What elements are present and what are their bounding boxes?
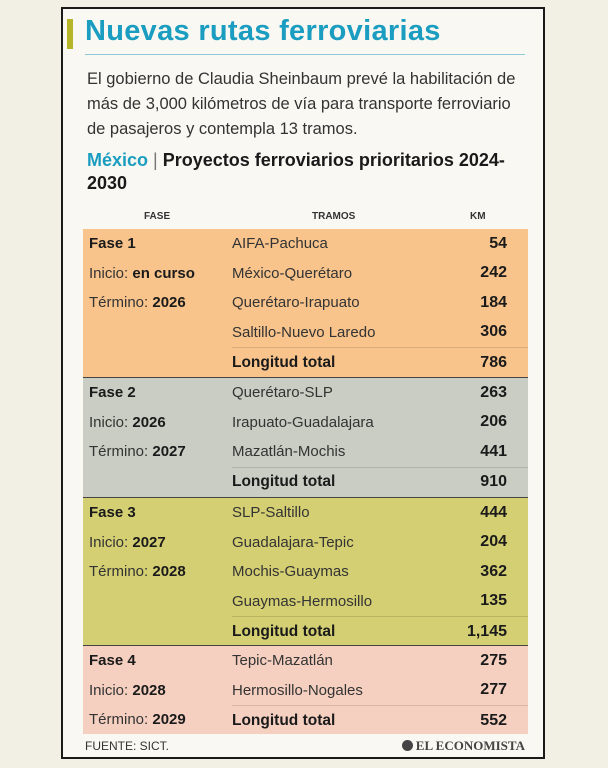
- page-title: Nuevas rutas ferroviarias: [85, 15, 441, 47]
- phase-info: [89, 229, 195, 318]
- phase-block-3: [83, 497, 528, 646]
- column-header-tramos: TRAMOS: [312, 211, 356, 222]
- phase-info: [89, 646, 186, 735]
- tramo-name: Guadalajara-Tepic: [232, 533, 354, 551]
- tramo-km: 277: [480, 681, 507, 699]
- tramo-name: AIFA-Pachuca: [232, 235, 328, 253]
- tramo-km: 275: [480, 651, 507, 669]
- brand-logo: [402, 738, 525, 754]
- column-header-km: KM: [470, 211, 486, 222]
- title-divider: [85, 54, 525, 55]
- start-label: Inicio:: [89, 533, 129, 551]
- tramo-name: Tepic-Mazatlán: [232, 652, 333, 670]
- start-label: Inicio:: [89, 413, 129, 431]
- tramo-name: Mochis-Guaymas: [232, 563, 349, 581]
- table-title: [87, 149, 527, 195]
- total-row: [232, 616, 528, 647]
- tramo-km: 135: [480, 592, 507, 610]
- phase-rows: [232, 498, 528, 647]
- start-value: 2028: [132, 681, 166, 699]
- total-km: 786: [480, 353, 507, 371]
- start-value: 2026: [132, 413, 166, 431]
- phase-info: [89, 378, 186, 467]
- table-row: [232, 378, 528, 408]
- phase-name: Fase 4: [89, 652, 136, 669]
- table-row: [232, 318, 528, 348]
- tramo-name: Mazatlán-Mochis: [232, 443, 346, 461]
- total-row: [232, 347, 528, 378]
- infographic-card: [61, 7, 545, 759]
- phase-start: [89, 408, 186, 438]
- table-row: [232, 587, 528, 617]
- start-label: Inicio:: [89, 681, 129, 699]
- table-row: [232, 528, 528, 558]
- table-row: [232, 288, 528, 318]
- tramo-name: Querétaro-Irapuato: [232, 294, 360, 312]
- total-label: Longitud total: [232, 711, 336, 729]
- total-row: [232, 705, 528, 736]
- phase-rows: [232, 229, 528, 378]
- phase-start: [89, 528, 186, 558]
- phase-end: [89, 437, 186, 467]
- total-km: 910: [480, 473, 507, 491]
- title-accent-bar: [67, 19, 73, 49]
- phase-name: Fase 3: [89, 504, 136, 521]
- table-title-text: Proyectos ferroviarios prioritarios 2024-2030: [87, 150, 505, 193]
- tramo-name: Querétaro-SLP: [232, 384, 333, 402]
- end-label: Término:: [89, 711, 149, 728]
- table-title-country: México: [87, 150, 149, 170]
- phase-block-2: [83, 377, 528, 498]
- tramo-km: 54: [489, 234, 507, 252]
- table-row: [232, 557, 528, 587]
- tramo-name: Irapuato-Guadalajara: [232, 413, 374, 431]
- total-label: Longitud total: [232, 353, 336, 371]
- tramo-km: 242: [480, 264, 507, 282]
- table-row: [232, 229, 528, 259]
- total-label: Longitud total: [232, 473, 336, 491]
- start-label: Inicio:: [89, 264, 129, 282]
- table-row: [232, 646, 528, 676]
- brand-mark-icon: [402, 740, 413, 751]
- tramo-km: 362: [480, 562, 507, 580]
- tramo-km: 444: [480, 503, 507, 521]
- phase-rows: [232, 646, 528, 736]
- start-value: 2027: [132, 533, 166, 551]
- phase-end: [89, 557, 186, 587]
- end-label: Término:: [89, 294, 149, 311]
- tramo-name: Hermosillo-Nogales: [232, 681, 363, 699]
- total-km: 1,145: [466, 622, 507, 640]
- phase-rows: [232, 378, 528, 497]
- tramo-name: México-Querétaro: [232, 264, 353, 282]
- table-title-separator: |: [153, 150, 158, 170]
- phase-info: [89, 498, 186, 587]
- phase-block-4: [83, 645, 528, 734]
- table-row: [232, 437, 528, 467]
- total-km: 552: [480, 711, 507, 729]
- phase-name: Fase 2: [89, 384, 136, 401]
- source-note: FUENTE: SICT.: [85, 739, 170, 753]
- phase-block-1: [83, 229, 528, 377]
- end-value: 2028: [152, 563, 186, 580]
- lede-paragraph: El gobierno de Claudia Sheinbaum prevé la habilitación de más de 3,000 kilómetros de vía para transporte ferroviario de pasajeros y contempla 13 tramos.: [87, 70, 516, 138]
- tramo-km: 206: [480, 413, 507, 431]
- column-header-fase: FASE: [144, 211, 171, 222]
- end-value: 2026: [152, 294, 186, 311]
- total-row: [232, 467, 528, 498]
- end-value: 2029: [152, 711, 186, 728]
- phase-start: [89, 259, 195, 289]
- end-value: 2027: [152, 443, 186, 460]
- phase-start: [89, 676, 186, 706]
- tramo-name: SLP-Saltillo: [232, 504, 310, 522]
- phase-name: Fase 1: [89, 235, 136, 252]
- tramo-km: 263: [480, 383, 507, 401]
- brand-name: EL ECONOMISTA: [415, 738, 525, 753]
- start-value: en curso: [132, 264, 195, 282]
- tramo-km: 204: [480, 533, 507, 551]
- table-row: [232, 676, 528, 706]
- table-row: [232, 408, 528, 438]
- tramo-km: 306: [480, 323, 507, 341]
- phase-end: [89, 288, 195, 318]
- tramo-km: 441: [480, 442, 507, 460]
- total-label: Longitud total: [232, 622, 336, 640]
- phase-end: [89, 705, 186, 735]
- end-label: Término:: [89, 443, 149, 460]
- end-label: Término:: [89, 563, 149, 580]
- tramo-name: Saltillo-Nuevo Laredo: [232, 323, 376, 341]
- tramo-name: Guaymas-Hermosillo: [232, 592, 373, 610]
- table-row: [232, 259, 528, 289]
- table-row: [232, 498, 528, 528]
- tramo-km: 184: [480, 293, 507, 311]
